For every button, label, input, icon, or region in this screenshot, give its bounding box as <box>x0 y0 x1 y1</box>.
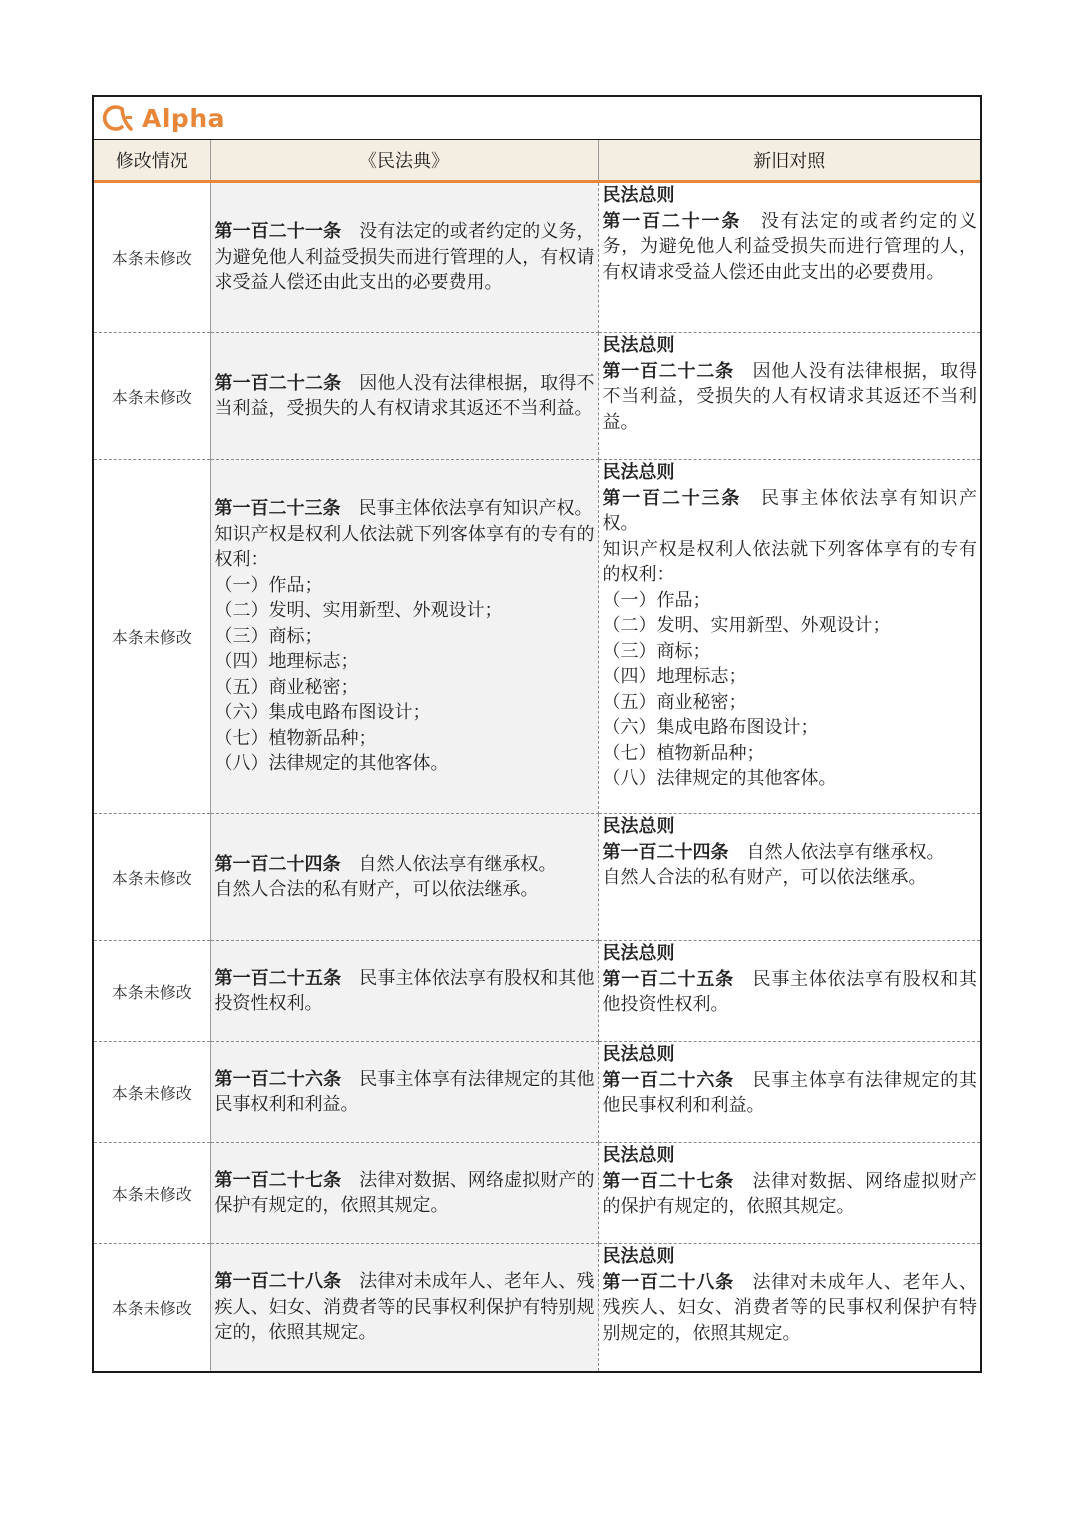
list-item: （三）商标； <box>602 640 711 662</box>
comparison-cell <box>598 1244 980 1371</box>
comparison-cell <box>598 182 980 333</box>
header-civil-code: 《民法典》 <box>210 140 598 182</box>
civil-code-cell <box>210 1143 598 1244</box>
article-text: 民事主体依法享有股权和其他投资性权利。 <box>602 968 978 1015</box>
article-text: 法律对未成年人、老年人、残疾人、妇女、消费者等的民事权利保护有特别规定的，依照其规定。 <box>214 1271 595 1343</box>
article-number: 第一百二十六条 <box>602 1069 734 1091</box>
civil-code-cell <box>210 941 598 1042</box>
list-item: （三）商标； <box>214 625 323 647</box>
article-paragraph <box>603 486 978 537</box>
article-paragraph <box>215 852 595 878</box>
list-item: （六）集成电路布图设计； <box>214 702 431 724</box>
table-row <box>94 333 980 460</box>
article-paragraph <box>215 1269 595 1346</box>
status-cell: 本条未修改 <box>94 1143 210 1244</box>
article-text: 民事主体享有法律规定的其他民事权利和利益。 <box>602 1069 978 1116</box>
status-cell: 本条未修改 <box>94 1244 210 1371</box>
header-status: 修改情况 <box>94 140 210 182</box>
article-paragraph <box>215 219 595 296</box>
article-number: 第一百二十六条 <box>214 1068 342 1090</box>
article-text: 自然人依法享有继承权。 <box>746 841 945 863</box>
status-cell: 本条未修改 <box>94 460 210 814</box>
comparison-cell <box>598 460 980 814</box>
article-number: 第一百二十八条 <box>602 1271 734 1293</box>
list-item: （五）商业秘密； <box>214 676 359 698</box>
article-paragraph <box>215 1168 595 1219</box>
list-item: （四）地理标志； <box>214 651 359 673</box>
section-title: 民法总则 <box>602 1246 675 1267</box>
civil-code-cell <box>210 1244 598 1371</box>
table-row <box>94 941 980 1042</box>
civil-code-cell <box>210 1042 598 1143</box>
table-row <box>94 1042 980 1143</box>
article-paragraph <box>215 966 595 1017</box>
comparison-table <box>94 140 980 1371</box>
section-title: 民法总则 <box>602 1044 675 1065</box>
list-item: （五）商业秘密； <box>602 691 747 713</box>
article-text: 自然人合法的私有财产，可以依法继承。 <box>602 867 927 888</box>
article-number: 第一百二十一条 <box>214 221 342 243</box>
article-text: 民事主体依法享有知识产权。 <box>602 487 978 534</box>
status-cell: 本条未修改 <box>94 814 210 941</box>
article-text: 知识产权是权利人依法就下列客体享有的专有的权利： <box>214 523 595 571</box>
civil-code-cell <box>210 333 598 460</box>
article-paragraph <box>603 967 978 1018</box>
article-text: 没有法定的或者约定的义务，为避免他人利益受损失而进行管理的人，有权请求受益人偿还由此支出的必要费用。 <box>602 210 978 283</box>
civil-code-cell <box>210 460 598 814</box>
article-paragraph <box>603 537 978 588</box>
table-row <box>94 1143 980 1244</box>
article-paragraph <box>215 371 595 422</box>
comparison-cell <box>598 333 980 460</box>
article-text: 法律对数据、网络虚拟财产的保护有规定的，依照其规定。 <box>602 1170 978 1217</box>
article-paragraph <box>215 522 595 573</box>
status-cell: 本条未修改 <box>94 182 210 333</box>
comparison-document <box>92 95 982 1373</box>
list-item: （六）集成电路布图设计； <box>602 717 819 738</box>
article-number: 第一百二十三条 <box>602 487 742 509</box>
article-number: 第一百二十八条 <box>214 1271 342 1292</box>
article-paragraph <box>215 1067 595 1118</box>
article-number: 第一百二十七条 <box>214 1169 342 1191</box>
header-comparison: 新旧对照 <box>598 140 980 182</box>
list-item: （八）法律规定的其他客体。 <box>602 768 837 789</box>
list-item: （一）作品； <box>602 589 711 611</box>
article-paragraph <box>603 1169 978 1220</box>
article-paragraph <box>603 359 978 436</box>
comparison-cell <box>598 1143 980 1244</box>
article-text: 民事主体享有法律规定的其他民事权利和利益。 <box>214 1068 595 1115</box>
article-text: 自然人合法的私有财产，可以依法继承。 <box>214 879 539 900</box>
article-paragraph <box>215 496 595 522</box>
article-number: 第一百二十二条 <box>602 360 734 382</box>
list-item: （八）法律规定的其他客体。 <box>214 753 449 775</box>
brand-header <box>94 97 980 140</box>
article-text: 法律对未成年人、老年人、残疾人、妇女、消费者等的民事权利保护有特别规定的，依照其规定。 <box>602 1271 978 1344</box>
article-text: 因他人没有法律根据，取得不当利益，受损失的人有权请求其返还不当利益。 <box>214 372 595 419</box>
section-title: 民法总则 <box>602 185 675 206</box>
status-cell: 本条未修改 <box>94 333 210 460</box>
article-number: 第一百二十一条 <box>602 210 742 232</box>
list-item: （一）作品； <box>214 574 323 596</box>
article-number: 第一百二十四条 <box>214 853 341 875</box>
article-number: 第一百二十四条 <box>602 841 729 863</box>
article-text: 因他人没有法律根据，取得不当利益，受损失的人有权请求其返还不当利益。 <box>602 360 978 433</box>
comparison-cell <box>598 941 980 1042</box>
comparison-cell <box>598 1042 980 1143</box>
article-paragraph <box>603 840 978 866</box>
article-text: 自然人依法享有继承权。 <box>358 853 557 875</box>
article-text: 民事主体依法享有股权和其他投资性权利。 <box>214 967 595 1014</box>
list-item: （四）地理标志； <box>602 666 747 687</box>
civil-code-cell <box>210 814 598 941</box>
table-row <box>94 814 980 941</box>
comparison-cell <box>598 814 980 941</box>
section-title: 民法总则 <box>602 816 675 837</box>
article-paragraph <box>603 1068 978 1119</box>
alpha-logo-icon <box>100 103 134 133</box>
table-row <box>94 1244 980 1371</box>
section-title: 民法总则 <box>602 335 675 356</box>
section-title: 民法总则 <box>602 462 675 483</box>
list-item: （七）植物新品种； <box>602 742 765 764</box>
list-item: （二）发明、实用新型、外观设计； <box>214 600 503 622</box>
article-number: 第一百二十五条 <box>602 968 734 990</box>
status-cell: 本条未修改 <box>94 1042 210 1143</box>
article-text: 法律对数据、网络虚拟财产的保护有规定的，依照其规定。 <box>214 1169 595 1216</box>
brand-name: Alpha <box>142 103 225 133</box>
table-row <box>94 182 980 333</box>
article-paragraph <box>603 209 978 286</box>
article-paragraph <box>215 877 595 903</box>
article-number: 第一百二十三条 <box>214 498 341 520</box>
article-number: 第一百二十五条 <box>214 967 342 989</box>
article-number: 第一百二十二条 <box>214 372 342 394</box>
list-item: （二）发明、实用新型、外观设计； <box>602 615 891 636</box>
table-header-row <box>94 140 980 182</box>
section-title: 民法总则 <box>602 1145 675 1166</box>
section-title: 民法总则 <box>602 943 675 964</box>
article-number: 第一百二十七条 <box>602 1170 734 1192</box>
article-paragraph <box>603 1270 978 1347</box>
list-item: （七）植物新品种； <box>214 727 377 749</box>
article-text: 民事主体依法享有知识产权。 <box>358 498 593 520</box>
article-text: 知识产权是权利人依法就下列客体享有的专有的权利： <box>602 538 977 585</box>
article-text: 没有法定的或者约定的义务，为避免他人利益受损失而进行管理的人，有权请求受益人偿还由此支出的必要费用。 <box>214 221 595 294</box>
article-paragraph <box>603 865 978 891</box>
table-row <box>94 460 980 814</box>
status-cell: 本条未修改 <box>94 941 210 1042</box>
civil-code-cell <box>210 182 598 333</box>
